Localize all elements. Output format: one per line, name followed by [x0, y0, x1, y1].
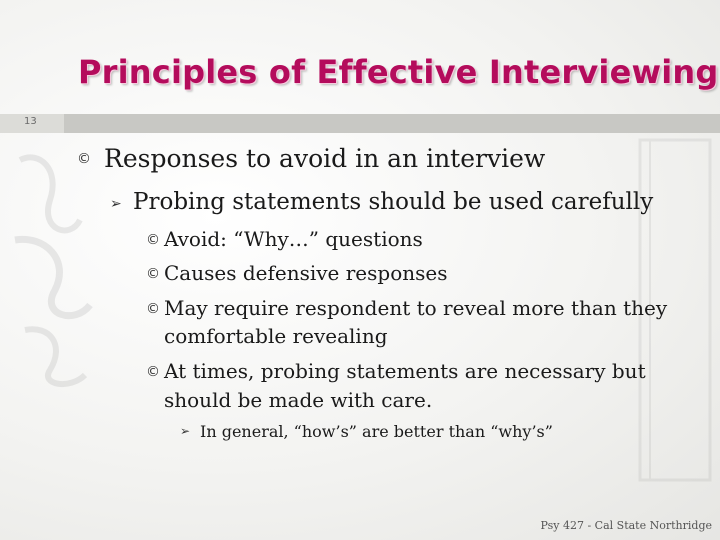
bullet-level4-text: In general, “how’s” are better than “why’s”	[200, 422, 553, 441]
bullet-level3-text: Causes defensive responses	[164, 261, 448, 285]
bullet-level3-text: Avoid: “Why…” questions	[164, 227, 423, 251]
slide-number: 13	[24, 116, 37, 127]
arrowhead-bullet-icon: ➢	[110, 196, 122, 212]
arrowhead-bullet-icon: ➢	[180, 424, 191, 438]
bullet-level3-text: May require respondent to reveal more than they	[164, 296, 668, 320]
bullet-level3-text: At times, probing statements are necessary but	[164, 359, 646, 383]
copyright-circle-bullet-icon: ©	[146, 266, 160, 282]
bullet-level3-continuation: should be made with care.	[164, 388, 433, 412]
slide-title: Principles of Effective Interviewing	[78, 53, 719, 91]
bullet-level1-text: Responses to avoid in an interview	[104, 144, 546, 173]
slide-footer: Psy 427 - Cal State Northridge	[540, 519, 712, 532]
copyright-circle-bullet-icon: ©	[77, 151, 91, 167]
bullet-level3-continuation: comfortable revealing	[164, 324, 388, 348]
copyright-circle-bullet-icon: ©	[146, 301, 160, 317]
copyright-circle-bullet-icon: ©	[146, 232, 160, 248]
bullet-level2-text: Probing statements should be used carefully	[133, 189, 654, 215]
copyright-circle-bullet-icon: ©	[146, 364, 160, 380]
